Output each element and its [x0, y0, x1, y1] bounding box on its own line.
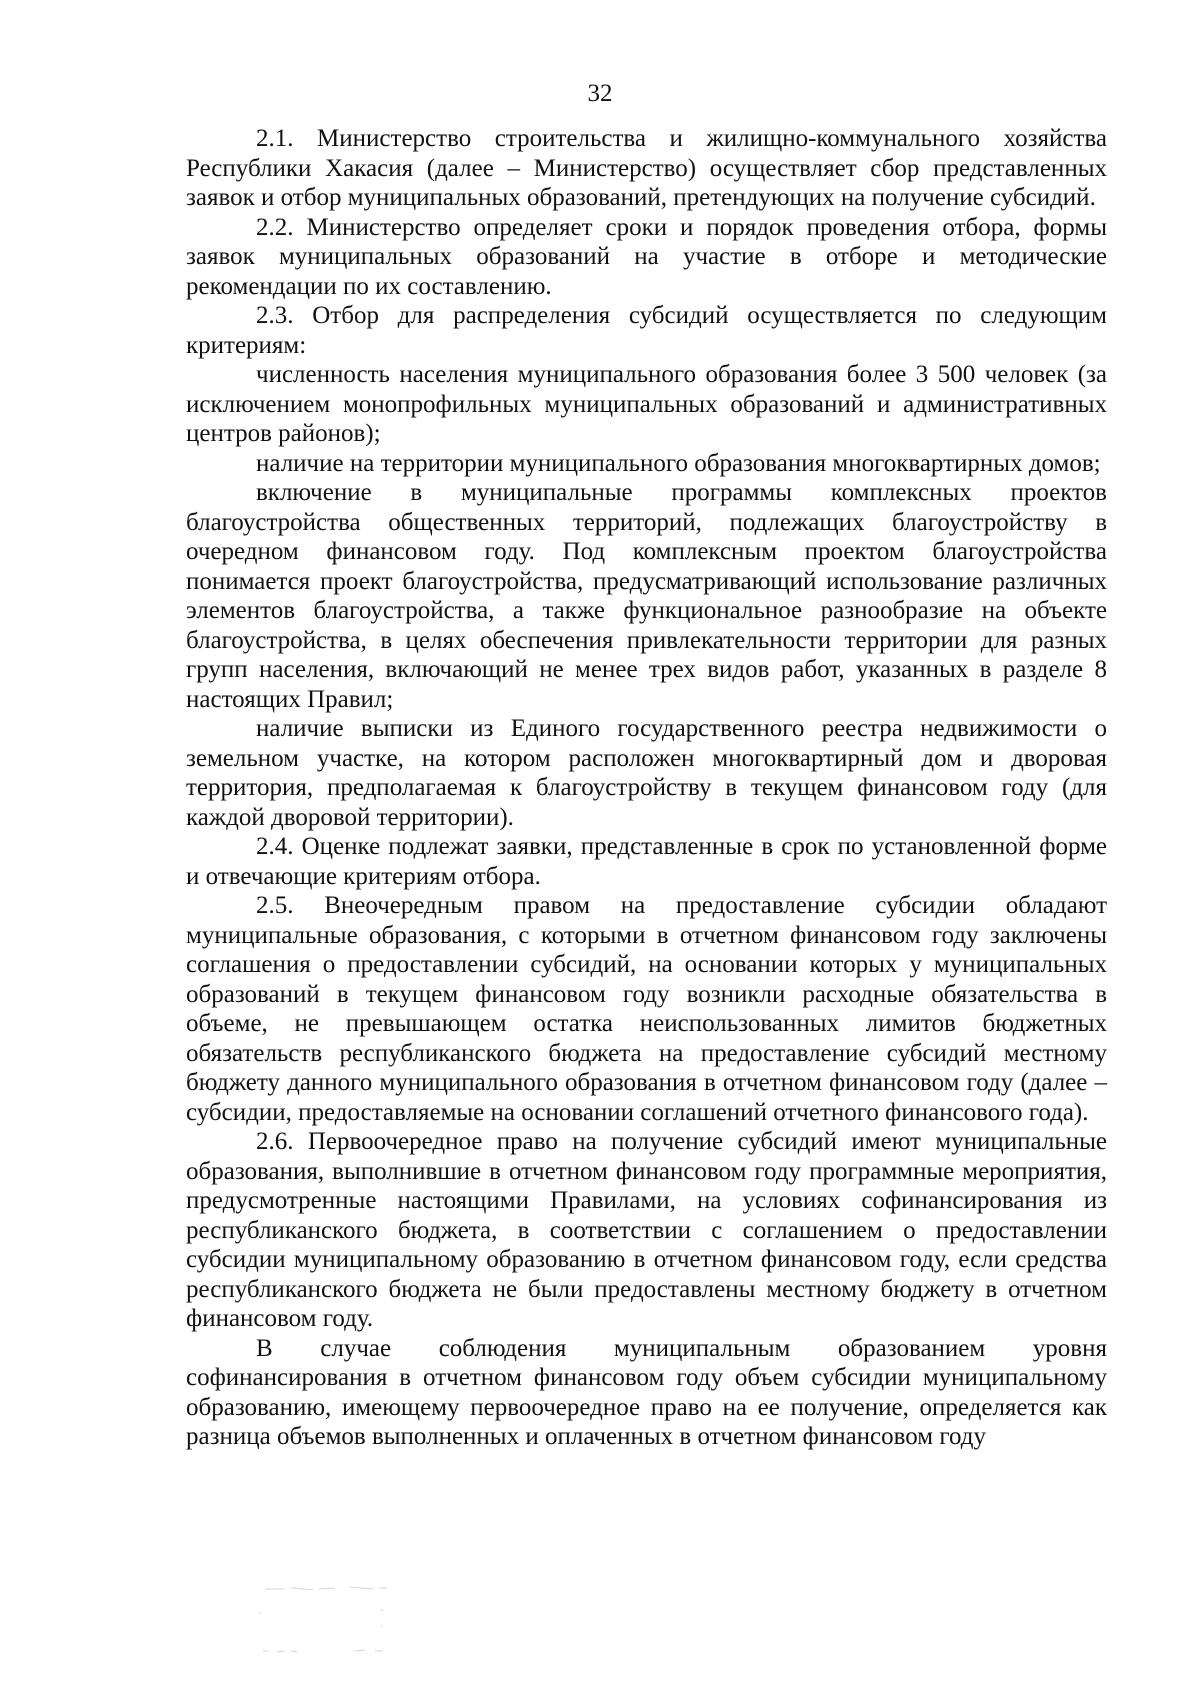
criterion-population: численность населения муниципального образования более 3 500 человек (за исключением монопрофильных муниципальных образований и административных центров районов);	[186, 361, 1107, 447]
paragraph-2-2: 2.2. Министерство определяет сроки и порядок проведения отбора, формы заявок муниципальных образований на участие в отборе и методические рекомендации по их составлению.	[186, 213, 1107, 300]
document-body	[186, 124, 1107, 1452]
page-number: 32	[587, 80, 613, 107]
paragraph-2-1: 2.1. Министерство строительства и жилищно-коммунального хозяйства Республики Хакасия (далее – Министерство) осуществляет сбор представленных заявок и отбор муниципальных образований, претендующих на получение субсидий.	[186, 125, 1107, 211]
criterion-registry-extract: наличие выписки из Единого государственного реестра недвижимости о земельном участке, на котором расположен многоквартирный дом и дворовая территория, предполагаемая к благоустройству в текущем финансовом году (для каждой дворовой территории).	[186, 715, 1107, 831]
paragraph-2-6: 2.6. Первоочередное право на получение субсидий имеют муниципальные образования, выполнившие в отчетном финансовом году программные мероприятия, предусмотренные настоящими Правилами, на условиях софинансирования из республиканского бюджета, в соответствии с соглашением о предоставлении субсидии муниципальному образованию в отчетном финансовом году, если средства республиканского бюджета не были предоставлены местному бюджету в отчетном финансовом году.	[186, 1128, 1107, 1332]
criterion-apartment-buildings: наличие на территории муниципального образования многоквартирных домов;	[256, 449, 1101, 477]
criterion-complex-projects: включение в муниципальные программы комплексных проектов благоустройства общественных территорий, подлежащих благоустройству в очередном финансовом году. Под комплексным проектом благоустройства понимается проект благоустройства, предусматривающий использование различных элементов благоустройства, а также функциональное разнообразие на объекте благоустройства, в целях обеспечения привлекательности территории для разных групп населения, включающий не менее трех видов работ, указанных в разделе 8 настоящих Правил;	[186, 479, 1107, 713]
scan-smudge-mark	[255, 1585, 425, 1665]
paragraph-cofinancing: В случае соблюдения муниципальным образованием уровня софинансирования в отчетном финансовом году объем субсидии муниципальному образованию, имеющему первоочередное право на ее получение, определяется как разница объемов выполненных и оплаченных в отчетном финансовом году	[186, 1334, 1107, 1450]
paragraph-2-3: 2.3. Отбор для распределения субсидий осуществляется по следующим критериям:	[186, 302, 1107, 359]
paragraph-2-4: 2.4. Оценке подлежат заявки, представленные в срок по установленной форме и отвечающие критериям отбора.	[186, 833, 1107, 890]
paragraph-2-5: 2.5. Внеочередным правом на предоставление субсидии обладают муниципальные образования, с которыми в отчетном финансовом году заключены соглашения о предоставлении субсидий, на основании которых у муниципальных образований в текущем финансовом году возникли расходные обязательства в объеме, не превышающем остатка неиспользованных лимитов бюджетных обязательств республиканского бюджета на предоставление субсидий местному бюджету данного муниципального образования в отчетном финансовом году (далее – субсидии, предоставляемые на основании соглашений отчетного финансового года).	[186, 892, 1107, 1126]
